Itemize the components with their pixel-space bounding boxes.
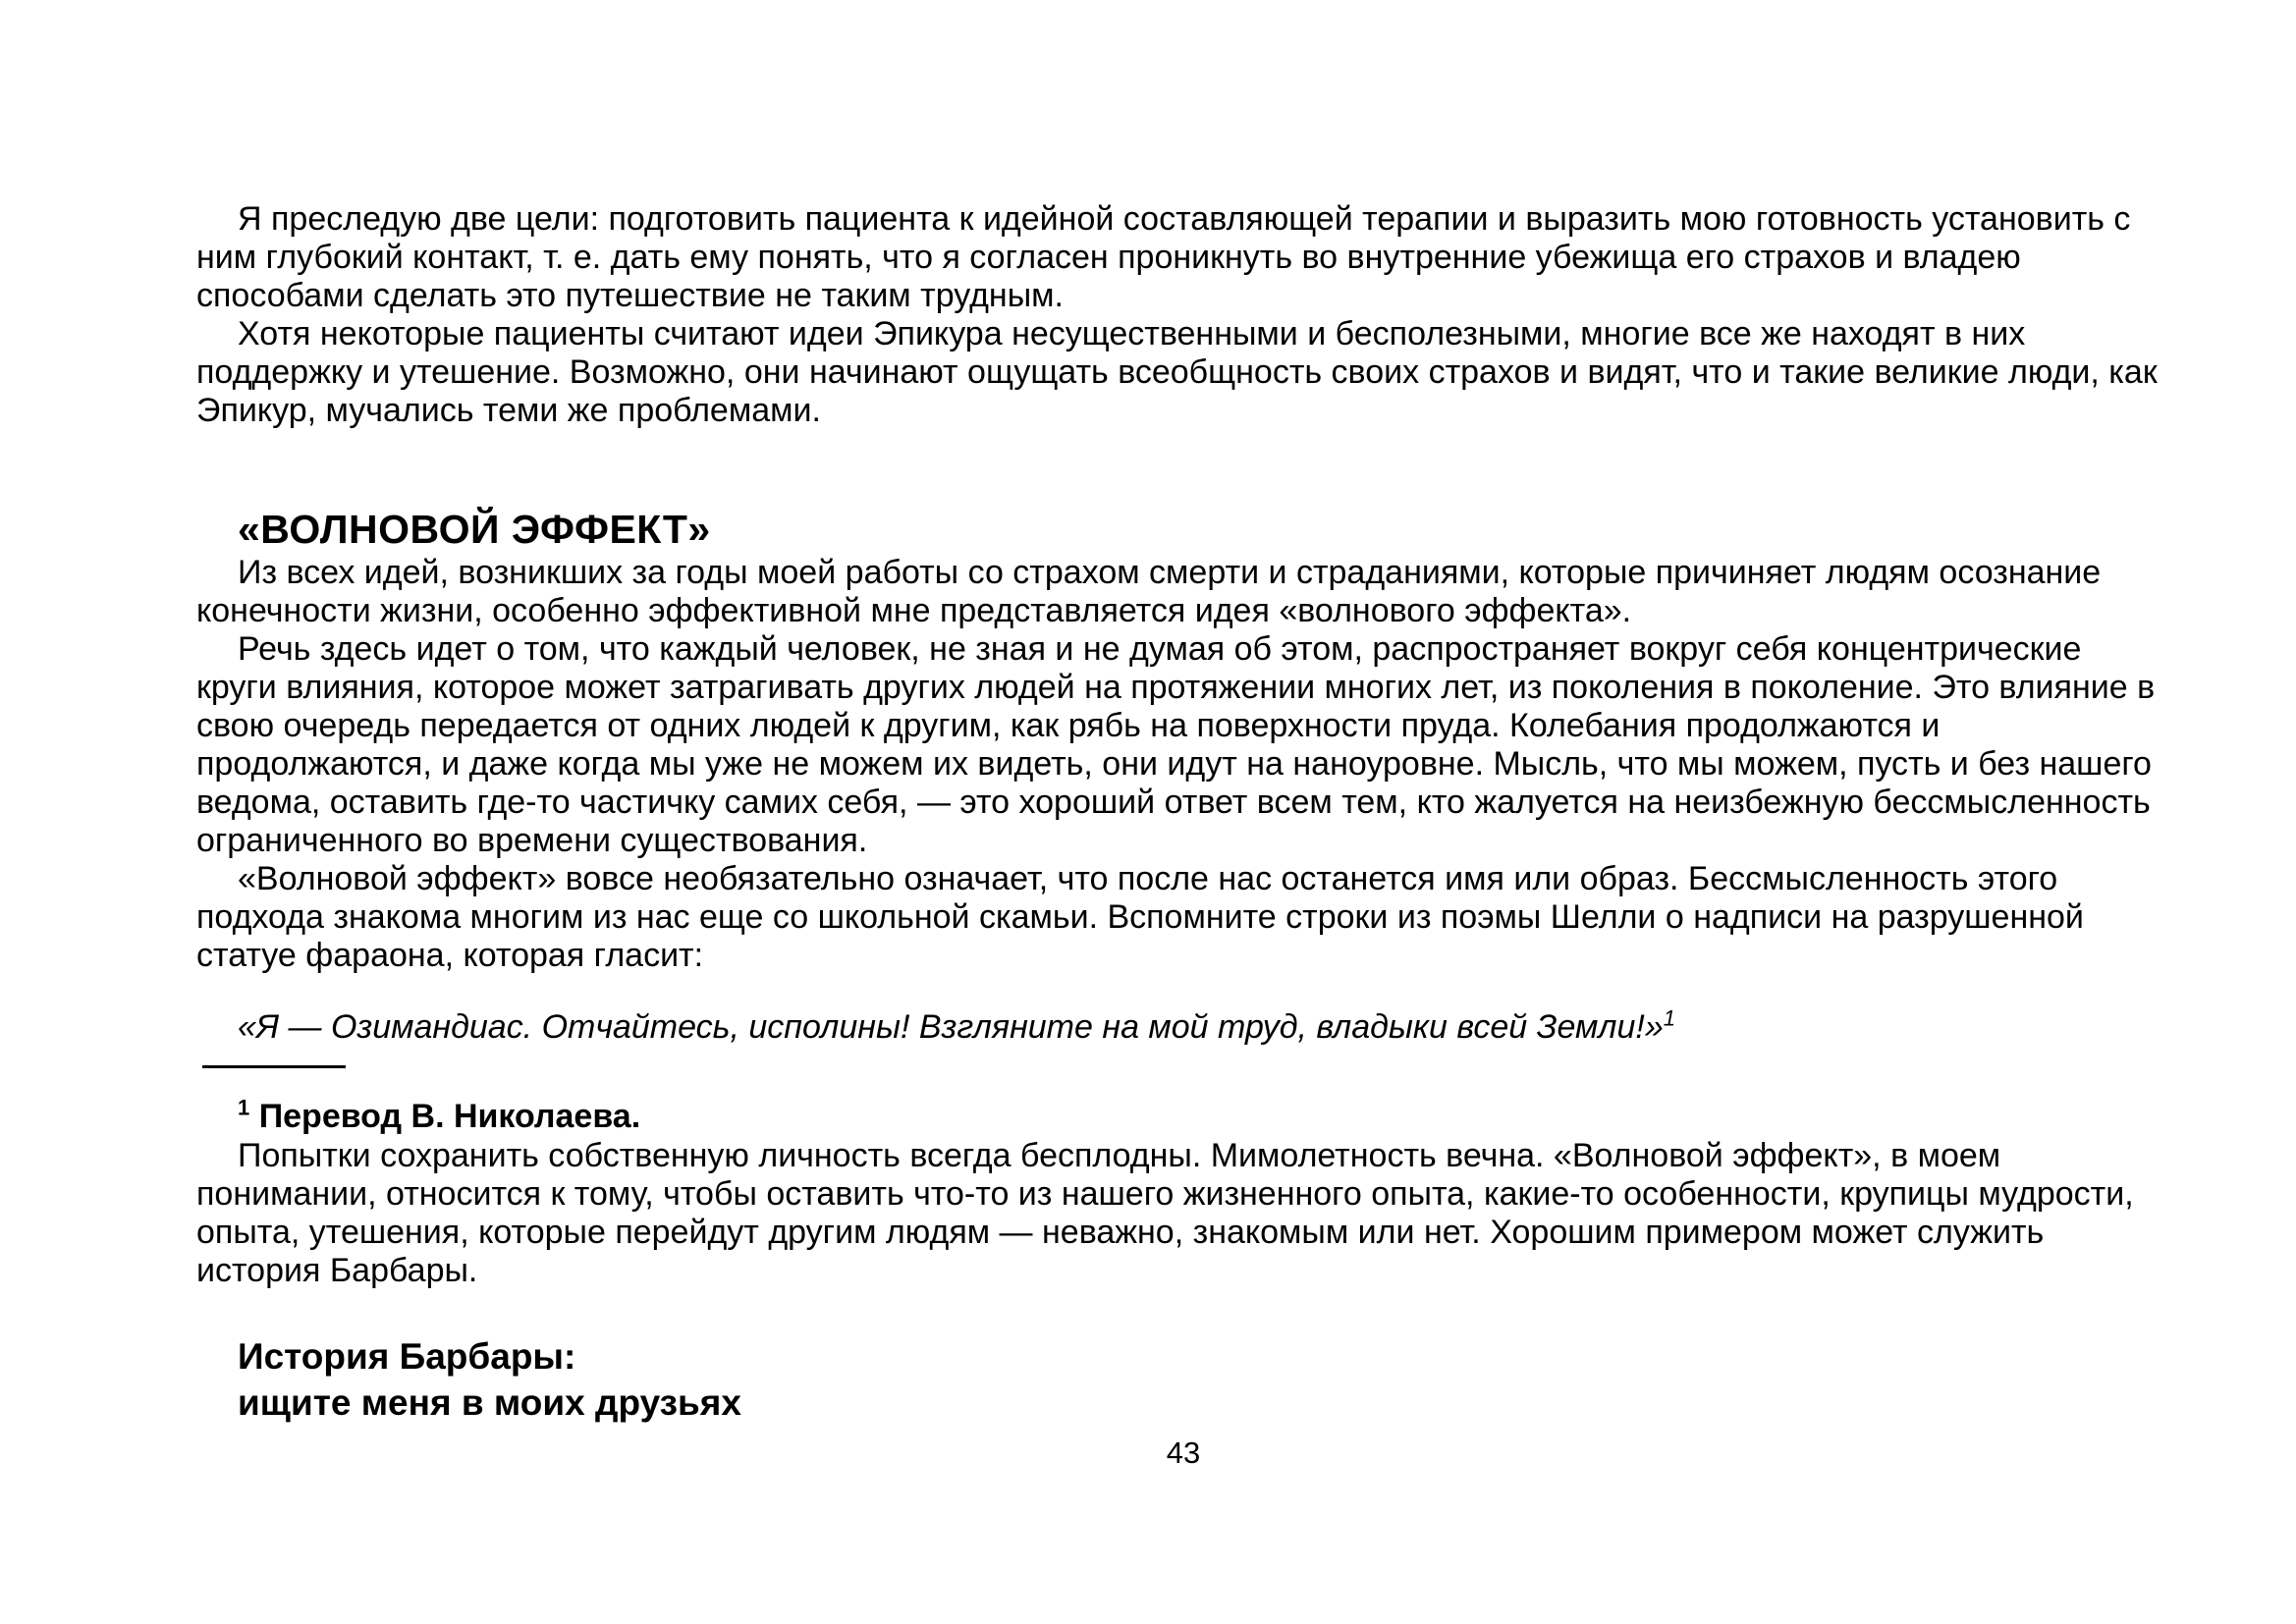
subheading-line-2: ищите меня в моих друзьях — [238, 1382, 741, 1423]
poem-quote — [196, 1004, 2170, 1050]
footnote-divider — [202, 1065, 346, 1068]
closing-paragraph: Попытки сохранить собственную личность всегда бесплодны. Мимолетность вечна. «Волновой эффект», в моем понимании, относится к тому, чтобы оставить что-то из нашего жизненного опыта, какие-то особенности, крупицы мудрости, опыта, утешения, которые перейдут другим людям — неважно, знакомым или нет. Хорошим примером может служить история Барбары. — [196, 1137, 2134, 1289]
footnote-marker: 1 — [238, 1095, 250, 1120]
subheading-line-1: История Барбары: — [238, 1336, 576, 1377]
footnote-text: Перевод В. Николаева. — [258, 1098, 641, 1135]
footnote — [196, 1096, 2170, 1137]
section-heading: «ВОЛНОВОЙ ЭФФЕКТ» — [238, 507, 711, 552]
poem-quote-text: «Я — Озимандиас. Отчайтесь, исполины! Взгляните на мой труд, владыки всей Земли!» — [238, 1008, 1664, 1046]
footnote-reference: 1 — [1663, 1005, 1675, 1031]
section-paragraph-2: Речь здесь идет о том, что каждый человек, не зная и не думая об этом, распространяет вокруг себя концентрические круги влияния, которое может затрагивать других людей на протяжении многих лет, из поколения в поколение. Это влияние в свою очередь передается от одних людей к другим, как рябь на поверхности пруда. Колебания продолжаются и продолжаются, и даже когда мы уже не можем их видеть, они идут на наноуровне. Мысль, что мы можем, пусть и без нашего ведома, оставить где-то частичку самих себя, — это хороший ответ всем тем, кто жалуется на неизбежную бессмысленность ограниченного во времени существования. — [196, 630, 2156, 859]
section-paragraph-1: Из всех идей, возникших за годы моей работы со страхом смерти и страданиями, которые причиняет людям осознание конечности жизни, особенно эффективной мне представляется идея «волнового эффекта». — [196, 554, 2102, 629]
intro-paragraph-1: Я преследую две цели: подготовить пациента к идейной составляющей терапии и выразить мою готовность установить с ним глубокий контакт, т. е. дать ему понять, что я согласен проникнуть во внутренние убежища его страхов и владею способами сделать это путешествие не таким трудным. — [196, 200, 2131, 314]
subheading — [238, 1333, 2170, 1426]
intro-paragraph-2: Хотя некоторые пациенты считают идеи Эпикура несущественными и бесполезными, многие все же находят в них поддержку и утешение. Возможно, они начинают ощущать всеобщность своих страхов и видят, что и такие великие люди, как Эпикур, мучались теми же проблемами. — [196, 315, 2158, 429]
page-number: 43 — [1166, 1435, 1201, 1470]
section-paragraph-3: «Волновой эффект» вовсе необязательно означает, что после нас останется имя или образ. Бессмысленность этого подхода знакома многим из нас еще со школьной скамьи. Вспомните строки из поэмы Шелли о надписи на разрушенной статуе фараона, которая гласит: — [196, 860, 2084, 974]
